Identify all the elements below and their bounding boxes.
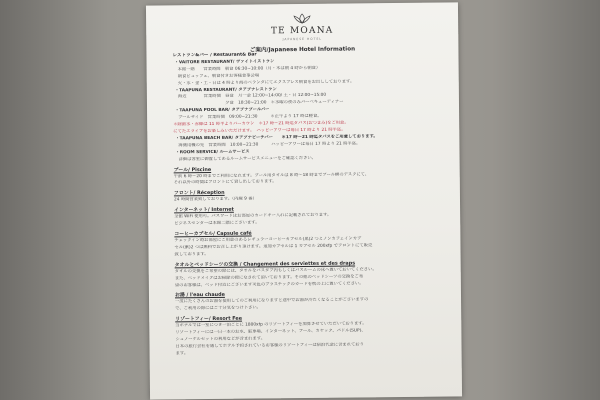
section-text-line: また、ベッドメイクはお掃除の際になされて頂いております。その他のベッドシーツの交換をご希 bbox=[174, 274, 364, 282]
venue-detail-line: 海辺 営業時間 昼食 月一金 12:00~14:00/ 土・日 12:00~15:00 bbox=[177, 93, 327, 100]
venue-detail-line: 海側用機の先 営業時間 10:00~21:30 ハッピーアワーは毎日 17 時より 21 時半迄。 bbox=[178, 141, 361, 149]
section-text-line: リゾートフィーには一日一本のお水、駐車場、インターネット、プール、カヤック、パドル(SUP)、 bbox=[175, 328, 366, 336]
section-text-line: タオルの交換をご希望の際には、タオルをバスタブ内もしくはバスルームの床へ置いておいてください。 bbox=[174, 266, 377, 275]
section-text-line: それ以外の時間はフロントにて貸し出しております。 bbox=[173, 179, 277, 186]
venue-detail-line: 詳細は客室に御置してあるルームサービスメニューをご確認ください。 bbox=[178, 155, 316, 162]
section-title: タオルとベッドシーツの交換 / Changement des serviettes et des draps bbox=[174, 260, 356, 269]
venue-detail-line: にてたエライブをお楽しみいただけます。 ハッピーアワーは毎日 17 時より 21 時半迄。 bbox=[173, 127, 346, 135]
venue-detail-line: 本館一階 営業時間 朝食 06:30~10:00（月・木は朝 4 時から朝食） bbox=[177, 65, 321, 73]
section-title: リゾートフィー/ Resort Fee bbox=[175, 315, 243, 323]
section-text-line: 当ホテルでは一室につき一泊ごとに 1800xfp のリゾートフィーを加算させていただいております。 bbox=[175, 321, 367, 329]
section-text-line: シュノーケルセットの利用などが含まれます。 bbox=[175, 336, 266, 343]
section-text-line: 一度にたくさんのお湯を使用してのご利用になりますと途中でお湯が冷たくなることがございますの bbox=[175, 297, 369, 305]
document-title: ご案内/Japanese Hotel Information bbox=[249, 46, 356, 54]
section-title: プール/ Piscine bbox=[173, 166, 212, 173]
section-title: フロント/ Réception bbox=[173, 190, 225, 197]
document-body bbox=[172, 50, 451, 358]
section-text-line: 日本の旅行会社を通してホテル予約されているお客様のリゾートフィーは宿泊代金に含まれており bbox=[175, 342, 364, 350]
restaurant-details bbox=[173, 57, 450, 163]
venue-detail-line: プールサイド 営業時間 09:00~21:30 ＊正午より 17 時は軽食。 bbox=[178, 113, 322, 121]
hotel-logo bbox=[146, 11, 458, 43]
venue-name: ・ROOM SERVICE/ ルームサービス bbox=[175, 149, 250, 156]
venue-detail-line: 夕食 18:30~21:00 ＊水曜の夜のみバーベキューディナー bbox=[177, 99, 344, 107]
section-text-line: 致しております。 bbox=[174, 251, 209, 258]
venue-detail-line: ＊除菌水・赤蜂は 11 時半よりバーカウン ＊17 時〜21 時迄タパス(おつまみ)をご用意。 bbox=[173, 120, 349, 128]
section-text-line: 全館 WiFi 使用可。パスワードはお部屋のカードキー入れに記載されております。 bbox=[174, 212, 332, 220]
section-title: コーヒーカプセル/ Capsule café bbox=[174, 230, 252, 238]
section-title: お湯 / l'eau chaude bbox=[174, 292, 225, 299]
section-text-line: ます。 bbox=[175, 351, 189, 357]
section-text-line: 午前 6 時〜20 時までご利用になれます。プール用タオルは 8 時〜18 時までプール横のデスクにて、 bbox=[173, 171, 370, 179]
venue-detail-line: 朝食ビュッフェ、朝食付きお客様食事会場 bbox=[177, 73, 260, 80]
section-text-line: ビジネスセンターは本館二階にございます。 bbox=[174, 220, 260, 227]
hotel-name: TE MOANA bbox=[270, 25, 334, 37]
section-text-line: で、ご利用の際にはご十分気をつけ下さい。 bbox=[175, 305, 262, 312]
section-text-line: 24 時間営業致しております。（内線 9 番） bbox=[173, 196, 257, 203]
venue-name: ・TAAPUNA POOL BAR/ タアプナプールバー bbox=[175, 107, 270, 114]
section-text-line: セル(紫)2 つは無料でお召し上がり頂けます。追加カプセルは 1 カプセル 200xfp でフロントにて販売 bbox=[174, 243, 373, 251]
restaurant-section-title: レストラン&バー / Restaurant& Bar bbox=[172, 52, 257, 59]
section-text-line: チェックイン時お部屋にご用意のあるレギュラーコーヒーカプセル(黒)2 つとノンカフェインカプ bbox=[174, 236, 362, 244]
hotel-subtitle: JAPANESE HOTEL bbox=[282, 36, 323, 42]
venue-name: ・TAAPUNA RESTAURANT/ タアプナレストラン bbox=[174, 86, 277, 93]
information-sheet bbox=[146, 2, 462, 399]
venue-name: ・VAITORE RESTAURANT/ ヴァイトイストラン bbox=[174, 59, 275, 66]
info-sections bbox=[174, 163, 452, 358]
venue-name: ・TAAPUNA BEACH BAR/ タアプナビーチバー ＊17 時〜21 時迄タパスをご用意しております。 bbox=[175, 134, 378, 142]
section-text-line: 望のお客様は、ベッド付近にございます災色のプラスチックのカードを枕の上に置いてください。 bbox=[174, 280, 364, 288]
venue-detail-line: 火・水・金・土・日は 4 時より海のベランダにてエクスプレス朝食をお出ししております。 bbox=[177, 79, 355, 86]
section-title: インターネット/ Internet bbox=[174, 206, 234, 214]
